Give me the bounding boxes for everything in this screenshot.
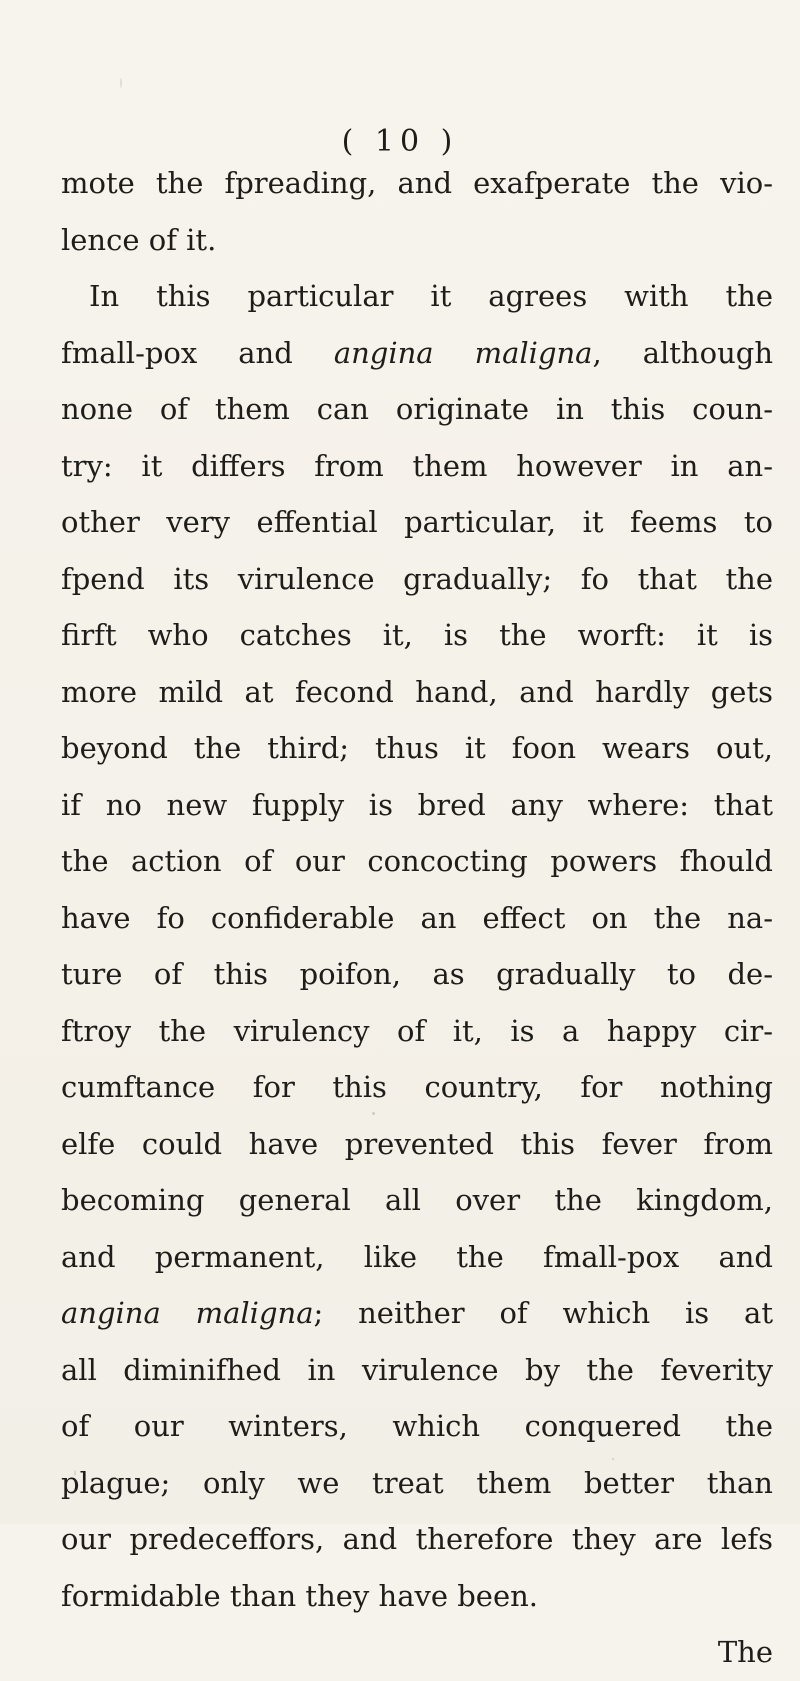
text-line: of our winters, which conquered the (61, 1409, 773, 1443)
text-line: and permanent, like the fmall-pox and (61, 1239, 773, 1274)
text-line: have fo confiderable an effect on the na- (61, 900, 773, 935)
catchword: The (717, 1635, 773, 1669)
text-line: fpend its virulence gradually; fo that the (61, 561, 773, 596)
text-line: elfe could have prevented this fever from (61, 1126, 773, 1161)
page-number: ( 10 ) (341, 124, 459, 159)
text-line: all diminifhed in virulence by the feverity (61, 1352, 773, 1387)
text-line: plague; only we treat them better than (61, 1465, 773, 1500)
text-line: ftroy the virulency of it, is a happy cir- (61, 1013, 773, 1048)
paper-speck (372, 1112, 375, 1115)
text-line: angina maligna; neither of which is at (61, 1296, 773, 1330)
text-line: becoming general all over the kingdom, (61, 1183, 773, 1217)
text-line: our predeceffors, and therefore they are lefs (61, 1522, 773, 1556)
paper-speck (120, 78, 122, 88)
text-line: cumftance for this country, for nothing (61, 1070, 773, 1104)
text-line: more mild at fecond hand, and hardly gets (61, 674, 773, 709)
text-line: fmall-pox and angina maligna, although (61, 335, 773, 370)
text-line: if no new fupply is bred any where: that (61, 787, 773, 822)
italic-term: angina maligna (333, 335, 593, 370)
paper-speck (612, 1458, 614, 1460)
text-line: formidable than they have been. (61, 1578, 539, 1613)
body-text (61, 155, 773, 1681)
text-line: the action of our concocting powers fhould (61, 844, 773, 878)
text-line: ture of this poifon, as gradually to de- (61, 957, 773, 991)
italic-term: angina maligna (61, 1296, 314, 1330)
text-line: In this particular it agrees with the (89, 279, 773, 313)
text-line: mote the fpreading, and exafperate the vio- (61, 166, 773, 200)
paper-speck (74, 1470, 76, 1476)
text-line: firft who catches it, is the worft: it is (61, 618, 773, 652)
text-line: other very effential particular, it feems to (61, 505, 773, 539)
text-line: none of them can originate in this coun- (61, 392, 773, 426)
text-line: try: it differs from them however in an- (61, 448, 773, 483)
text-line: beyond the third; thus it foon wears out, (61, 731, 773, 765)
text-line: lence of it. (61, 222, 217, 257)
